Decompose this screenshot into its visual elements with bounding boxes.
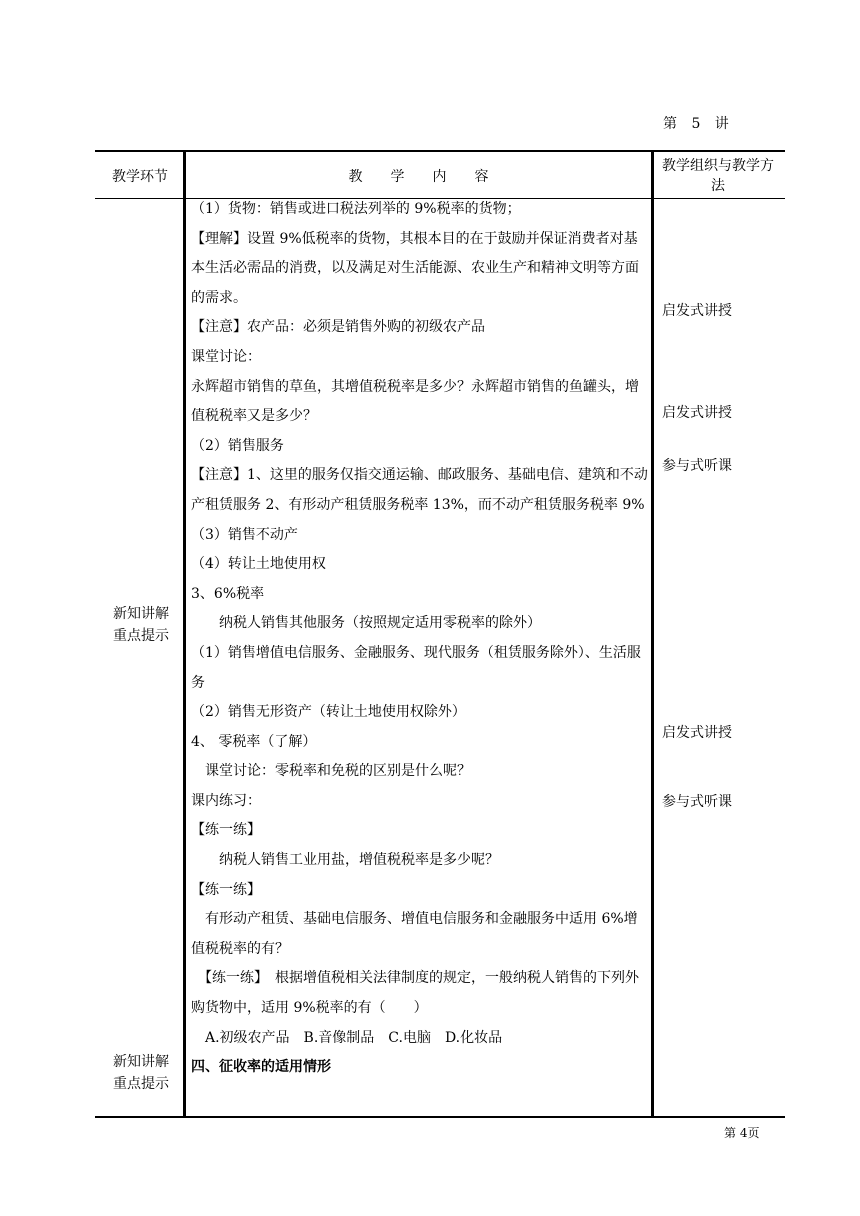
header-teaching-method: 教学组织与教学方法 <box>662 158 774 194</box>
content-paragraph: 【注意】1、这里的服务仅指交通运输、邮政服务、基础电信、建筑和不动产租赁服务 2、有形动产租赁服务税率 13%，而不动产租赁服务税率 9% <box>191 467 648 513</box>
content-line: 纳税人销售工业用盐，增值税税率是多少呢？ <box>191 852 499 869</box>
stage-label-line2: 重点提示 <box>113 1076 169 1092</box>
content-line: 4、 零税率（了解） <box>191 733 317 750</box>
content-line: 3、6%税率 <box>191 585 265 602</box>
content-line: 课堂讨论：零税率和免税的区别是什么呢？ <box>191 763 471 780</box>
method-label: 参与式听课 <box>662 458 732 474</box>
stage-label <box>98 603 184 647</box>
stage-label <box>98 1051 184 1095</box>
content-paragraph: 【理解】设置 9%低税率的货物，其根本目的在于鼓励并保证消费者对基本生活必需品的消费，以及满足对生活能源、农业生产和精神文明等方面的需求。 <box>191 230 639 306</box>
teaching-content <box>191 195 649 1083</box>
header-teaching-content: 教 学 内 容 <box>348 169 489 185</box>
stage-label-line2: 重点提示 <box>113 628 169 644</box>
method-label: 启发式讲授 <box>662 725 732 741</box>
content-paragraph: 【练一练】 根据增值税相关法律制度的规定，一般纳税人销售的下列外购货物中，适用 9%税率的有（ ） <box>191 970 639 1017</box>
content-line: A.初级农产品 B.音像制品 C.电脑 D.化妆品 <box>191 1029 503 1046</box>
content-paragraph: 有形动产租赁、基础电信服务、增值电信服务和金融服务中适用 6%增值税税率的有？ <box>191 911 638 957</box>
content-line: 【练一练】 <box>191 822 261 839</box>
content-paragraph: 永辉超市销售的草鱼，其增值税税率是多少？永辉超市销售的鱼罐头，增值税税率又是多少？ <box>191 378 639 425</box>
table-bottom-border <box>95 1116 785 1118</box>
content-line: （2）销售服务 <box>191 437 284 454</box>
method-label: 启发式讲授 <box>662 303 732 319</box>
content-line: 课内练习： <box>191 792 261 809</box>
stage-label-line1: 新知讲解 <box>113 1054 169 1070</box>
content-line: 【练一练】 <box>191 881 261 898</box>
stage-label-line1: 新知讲解 <box>113 606 169 622</box>
content-paragraph: （1）销售增值电信服务、金融服务、现代服务（租赁服务除外）、生活服务 <box>191 644 641 691</box>
header-teaching-stage: 教学环节 <box>112 169 168 185</box>
method-label: 启发式讲授 <box>662 405 732 421</box>
content-line: （4）转让土地使用权 <box>191 556 326 573</box>
lecture-number: 第 5 讲 <box>663 116 730 132</box>
content-line: 课堂讨论： <box>191 348 261 365</box>
page-number: 第 4页 <box>724 1126 760 1140</box>
content-line: （3）销售不动产 <box>191 526 298 543</box>
table-top-border <box>95 150 785 152</box>
content-line: 【注意】农产品：必须是销售外购的初级农产品 <box>191 319 485 336</box>
content-line: （2）销售无形资产（转让土地使用权除外） <box>191 704 466 721</box>
content-line: 纳税人销售其他服务（按照规定适用零税率的除外） <box>191 615 541 632</box>
content-line: （1）货物：销售或进口税法列举的 9%税率的货物； <box>191 201 521 217</box>
section-heading: 四、征收率的适用情形 <box>191 1059 331 1076</box>
method-label: 参与式听课 <box>662 794 732 810</box>
col-divider-2 <box>651 150 654 1118</box>
